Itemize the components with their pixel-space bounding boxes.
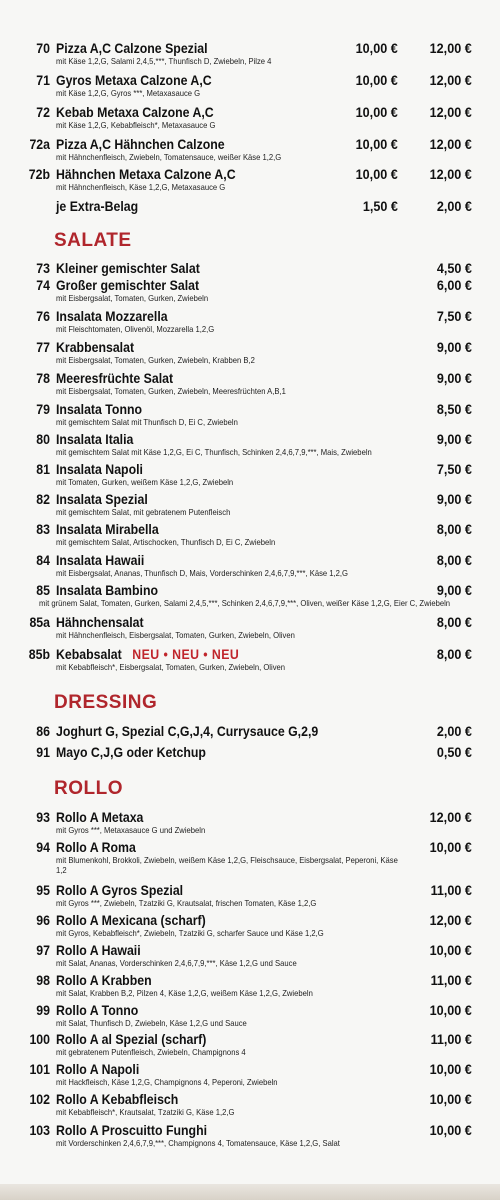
item-name: Insalata Mirabella: [56, 521, 159, 537]
item-description: mit Eisbergsalat, Ananas, Thunfisch D, Mais, Vorderschinken 2,4,6,7,9,***, Käse 1,2,G: [56, 568, 348, 578]
item-number: 101: [29, 1061, 50, 1077]
item-name-with-badge: [56, 646, 239, 663]
price-small: 10,00 €: [355, 40, 398, 56]
item-price: 9,00 €: [436, 339, 472, 355]
item-description: mit gemischtem Salat, Artischocken, Thunfisch D, Ei C, Zwiebeln: [56, 537, 276, 547]
item-description: mit Käse 1,2,G, Salami 2,4,5,***, Thunfisch D, Zwiebeln, Pilze 4: [56, 56, 272, 66]
item-price: 8,00 €: [436, 521, 472, 537]
item-number: 81: [36, 461, 50, 477]
item-description: mit Hähnchenfleisch, Käse 1,2,G, Metaxasauce G: [56, 182, 226, 192]
item-name: Insalata Spezial: [56, 491, 148, 507]
item-description: mit Eisbergsalat, Tomaten, Gurken, Zwiebeln, Meeresfrüchten A,B,1: [56, 386, 286, 396]
price-small: 10,00 €: [355, 104, 398, 120]
item-price: 9,00 €: [436, 370, 472, 386]
item-price: 8,50 €: [436, 401, 472, 417]
item-number: 99: [36, 1002, 50, 1018]
item-name: Rollo A Kebabfleisch: [56, 1091, 179, 1107]
item-price: 10,00 €: [429, 942, 472, 958]
item-price: 10,00 €: [429, 1122, 472, 1138]
price-large: 12,00 €: [429, 166, 472, 182]
item-number: 77: [36, 339, 50, 355]
item-name: Kebabsalat: [56, 646, 122, 662]
item-price: 7,50 €: [436, 308, 472, 324]
item-number: 71: [36, 72, 50, 88]
item-price: 11,00 €: [430, 882, 472, 898]
item-number: 72b: [28, 166, 50, 182]
section-heading-dressing: DRESSING: [54, 692, 158, 713]
item-number: 70: [36, 40, 50, 56]
item-name: Insalata Tonno: [56, 401, 143, 417]
price-large: 12,00 €: [429, 104, 472, 120]
item-name: Hähnchen Metaxa Calzone A,C: [56, 166, 236, 182]
item-number: 85: [36, 582, 50, 598]
item-number: 74: [36, 277, 50, 293]
item-price: 9,00 €: [436, 491, 472, 507]
item-name: Joghurt G, Spezial C,G,J,4, Currysauce G,2,9: [56, 723, 319, 739]
item-number: 78: [36, 370, 50, 386]
item-description: mit Hähnchenfleisch, Eisbergsalat, Tomaten, Gurken, Zwiebeln, Oliven: [56, 630, 295, 640]
item-name: je Extra-Belag: [56, 198, 139, 214]
item-name: Rollo A al Spezial (scharf): [56, 1031, 207, 1047]
item-description: mit gemischtem Salat, mit gebratenem Putenfleisch: [56, 507, 231, 517]
new-badge: NEU • NEU • NEU: [132, 646, 240, 662]
page-bottom-edge: [0, 1184, 500, 1200]
item-number: 94: [36, 839, 50, 855]
item-name: Gyros Metaxa Calzone A,C: [56, 72, 212, 88]
item-price: 0,50 €: [436, 744, 472, 760]
item-price: 12,00 €: [429, 809, 472, 825]
item-name: Rollo A Krabben: [56, 972, 152, 988]
item-description: mit Eisbergsalat, Tomaten, Gurken, Zwiebeln, Krabben B,2: [56, 355, 255, 365]
section-heading-salate: SALATE: [54, 230, 132, 251]
item-name: Rollo A Hawaii: [56, 942, 141, 958]
section-heading-rollo: ROLLO: [54, 778, 123, 799]
item-description: mit Eisbergsalat, Tomaten, Gurken, Zwiebeln: [56, 293, 209, 303]
item-number: 103: [29, 1122, 50, 1138]
item-description: mit Salat, Krabben B,2, Pilzen 4, Käse 1,2,G, weißem Käse 1,2,G, Zwiebeln: [56, 988, 313, 998]
item-price: 12,00 €: [429, 912, 472, 928]
item-description: mit Blumenkohl, Brokkoli, Zwiebeln, weißem Käse 1,2,G, Fleischsauce, Eisbergsalat, Peperoni, Käse 1,2: [56, 855, 398, 875]
item-description: mit Käse 1,2,G, Kebabfleisch*, Metaxasauce G: [56, 120, 216, 130]
item-name: Rollo A Mexicana (scharf): [56, 912, 206, 928]
item-number: 97: [36, 942, 50, 958]
item-name: Rollo A Napoli: [56, 1061, 140, 1077]
price-large: 12,00 €: [429, 72, 472, 88]
item-number: 76: [36, 308, 50, 324]
item-name: Insalata Italia: [56, 431, 134, 447]
item-price: 8,00 €: [436, 552, 472, 568]
item-price: 9,00 €: [436, 431, 472, 447]
item-name: Insalata Mozzarella: [56, 308, 168, 324]
item-price: 11,00 €: [430, 1031, 472, 1047]
item-number: 72: [36, 104, 50, 120]
item-name: Rollo A Gyros Spezial: [56, 882, 184, 898]
item-name: Mayo C,J,G oder Ketchup: [56, 744, 206, 760]
price-large: 12,00 €: [429, 136, 472, 152]
item-number: 79: [36, 401, 50, 417]
item-number: 91: [36, 744, 50, 760]
item-number: 82: [36, 491, 50, 507]
price-small: 10,00 €: [355, 136, 398, 152]
item-number: 72a: [29, 136, 50, 152]
item-name: Rollo A Roma: [56, 839, 136, 855]
item-name: Insalata Hawaii: [56, 552, 145, 568]
item-number: 102: [29, 1091, 50, 1107]
item-price: 9,00 €: [436, 582, 472, 598]
price-small: 10,00 €: [355, 72, 398, 88]
item-name: Insalata Bambino: [56, 582, 159, 598]
item-description: mit gebratenem Putenfleisch, Zwiebeln, Champignons 4: [56, 1047, 246, 1057]
item-price: 10,00 €: [429, 1002, 472, 1018]
item-number: 98: [36, 972, 50, 988]
item-description: mit Käse 1,2,G, Gyros ***, Metaxasauce G: [56, 88, 201, 98]
item-price: 10,00 €: [429, 1091, 472, 1107]
item-name: Pizza A,C Calzone Spezial: [56, 40, 208, 56]
item-number: 80: [36, 431, 50, 447]
item-number: 85a: [29, 614, 50, 630]
item-number: 96: [36, 912, 50, 928]
item-description: mit Kebabfleisch*, Krautsalat, Tzatziki G, Käse 1,2,G: [56, 1107, 235, 1117]
item-description: mit Gyros ***, Zwiebeln, Tzatziki G, Krautsalat, frischen Tomaten, Käse 1,2,G: [56, 898, 317, 908]
item-price: 10,00 €: [429, 1061, 472, 1077]
item-name: Rollo A Proscuitto Funghi: [56, 1122, 208, 1138]
item-number: 84: [36, 552, 50, 568]
item-name: Hähnchensalat: [56, 614, 144, 630]
item-description: mit Kebabfleisch*, Eisbergsalat, Tomaten, Gurken, Zwiebeln, Oliven: [56, 662, 286, 672]
item-name: Meeresfrüchte Salat: [56, 370, 174, 386]
item-number: 73: [36, 260, 50, 276]
item-price: 8,00 €: [436, 614, 472, 630]
item-number: 86: [36, 723, 50, 739]
item-name: Insalata Napoli: [56, 461, 143, 477]
item-description: mit Gyros ***, Metaxasauce G und Zwiebeln: [56, 825, 206, 835]
price-large: 12,00 €: [429, 40, 472, 56]
item-number: 100: [29, 1031, 50, 1047]
item-price: 2,00 €: [436, 723, 472, 739]
item-name: Rollo A Metaxa: [56, 809, 144, 825]
item-description: mit gemischtem Salat mit Käse 1,2,G, Ei C, Thunfisch, Schinken 2,4,6,7,9,***, Mais, Zwiebeln: [56, 447, 372, 457]
item-price: 4,50 €: [436, 260, 472, 276]
item-name: Kebab Metaxa Calzone A,C: [56, 104, 214, 120]
item-description: mit grünem Salat, Tomaten, Gurken, Salami 2,4,5,***, Schinken 2,4,6,7,9,***, Oliven, weißer Käse 1,2,G, Eier C, Zwiebeln: [39, 598, 451, 608]
price-large: 2,00 €: [436, 198, 472, 214]
item-description: mit Gyros, Kebabfleisch*, Zwiebeln, Tzatziki G, scharfer Sauce und Käse 1,2,G: [56, 928, 324, 938]
item-description: mit Salat, Thunfisch D, Zwiebeln, Käse 1,2,G und Sauce: [56, 1018, 247, 1028]
item-price: 11,00 €: [430, 972, 472, 988]
item-number: 93: [36, 809, 50, 825]
item-price: 7,50 €: [436, 461, 472, 477]
item-name: Kleiner gemischter Salat: [56, 260, 200, 276]
item-description: mit Hackfleisch, Käse 1,2,G, Champignons 4, Peperoni, Zwiebeln: [56, 1077, 278, 1087]
item-name: Rollo A Tonno: [56, 1002, 139, 1018]
item-description: mit Tomaten, Gurken, weißem Käse 1,2,G, Zwiebeln: [56, 477, 234, 487]
item-price: 10,00 €: [429, 839, 472, 855]
item-name: Krabbensalat: [56, 339, 135, 355]
price-small: 1,50 €: [362, 198, 398, 214]
item-price: 6,00 €: [436, 277, 472, 293]
item-number: 83: [36, 521, 50, 537]
item-description: mit Salat, Ananas, Vorderschinken 2,4,6,7,9,***, Käse 1,2,G und Sauce: [56, 958, 297, 968]
item-number: 85b: [28, 646, 50, 662]
item-name: Großer gemischter Salat: [56, 277, 200, 293]
item-number: 95: [36, 882, 50, 898]
item-price: 8,00 €: [436, 646, 472, 662]
item-description: mit gemischtem Salat mit Thunfisch D, Ei C, Zwiebeln: [56, 417, 238, 427]
price-small: 10,00 €: [355, 166, 398, 182]
item-description: mit Vorderschinken 2,4,6,7,9,***, Champignons 4, Tomatensauce, Käse 1,2,G, Salat: [56, 1138, 340, 1148]
item-description: mit Hähnchenfleisch, Zwiebeln, Tomatensauce, weißer Käse 1,2,G: [56, 152, 282, 162]
item-description: mit Fleischtomaten, Olivenöl, Mozzarella 1,2,G: [56, 324, 215, 334]
item-name: Pizza A,C Hähnchen Calzone: [56, 136, 225, 152]
